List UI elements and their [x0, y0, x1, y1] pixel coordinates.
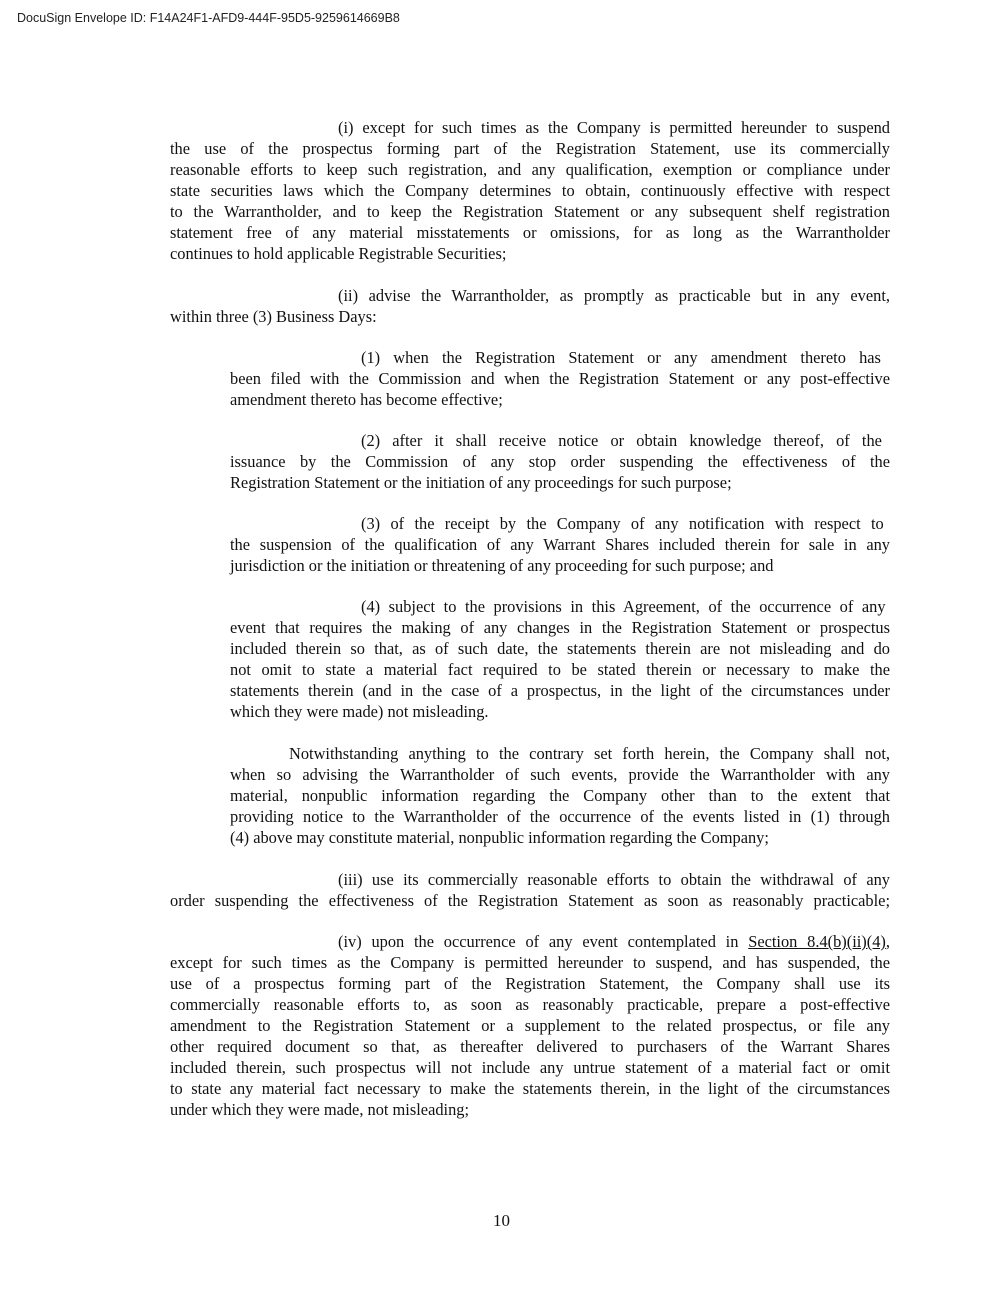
- paragraph-line: which they were made) not misleading.: [230, 702, 489, 721]
- paragraph-line: when so advising the Warrantholder of such events, provide the Warrantholder with any: [230, 765, 890, 784]
- paragraph-line: amendment thereto has become effective;: [230, 390, 503, 409]
- paragraph-line: jurisdiction or the initiation or threatening of any proceeding for such purpose; and: [230, 556, 774, 575]
- paragraph-2: [230, 430, 890, 493]
- paragraph-notwithstanding: [230, 743, 890, 848]
- paragraph-line: commercially reasonable efforts to, as soon as reasonably practicable, prepare a post-effective: [170, 995, 890, 1014]
- paragraph-3: [230, 513, 890, 576]
- paragraph-ii: [170, 285, 890, 327]
- paragraph-line: continues to hold applicable Registrable Securities;: [170, 244, 507, 263]
- paragraph-line: [338, 931, 890, 952]
- paragraph-text: (iv) upon the occurrence of any event contemplated in: [338, 932, 749, 951]
- paragraph-line: except for such times as the Company is permitted hereunder to suspend, and has suspended, the: [170, 953, 890, 972]
- section-reference-link[interactable]: Section 8.4(b)(ii)(4): [748, 932, 886, 951]
- paragraph-line: included therein, such prospectus will not include any untrue statement of a material fact or omit: [170, 1058, 890, 1077]
- paragraph-1: [230, 347, 890, 410]
- paragraph-line: (4) subject to the provisions in this Agreement, of the occurrence of any: [361, 597, 886, 616]
- paragraph-iii: [170, 869, 890, 911]
- paragraph-line: (1) when the Registration Statement or any amendment thereto has: [361, 348, 881, 367]
- paragraph-line: been filed with the Commission and when the Registration Statement or any post-effective: [230, 369, 890, 388]
- paragraph-line: Notwithstanding anything to the contrary set forth herein, the Company shall not,: [289, 744, 890, 763]
- paragraph-line: Registration Statement or the initiation of any proceedings for such purpose;: [230, 473, 732, 492]
- page-number: 10: [493, 1211, 510, 1230]
- paragraph-text: ,: [885, 932, 890, 951]
- docusign-envelope-id: DocuSign Envelope ID: F14A24F1-AFD9-444F-95D5-9259614669B8: [17, 11, 400, 25]
- paragraph-line: order suspending the effectiveness of the Registration Statement as soon as reasonably practicable;: [170, 891, 890, 910]
- paragraph-4: [230, 596, 890, 722]
- paragraph-line: reasonable efforts to keep such registration, and any qualification, exemption or compliance under: [170, 160, 890, 179]
- paragraph-line: not omit to state a material fact required to be stated therein or necessary to make the: [230, 660, 890, 679]
- paragraph-line: statements therein (and in the case of a prospectus, in the light of the circumstances under: [230, 681, 890, 700]
- paragraph-line: amendment to the Registration Statement or a supplement to the related prospectus, or file any: [170, 1016, 890, 1035]
- paragraph-line: issuance by the Commission of any stop order suspending the effectiveness of the: [230, 452, 890, 471]
- paragraph-line: statement free of any material misstatements or omissions, for as long as the Warrantholder: [170, 223, 890, 242]
- paragraph-iv: [170, 931, 890, 1120]
- paragraph-line: within three (3) Business Days:: [170, 307, 377, 326]
- paragraph-line: (ii) advise the Warrantholder, as promptly as practicable but in any event,: [338, 286, 890, 305]
- paragraph-line: (3) of the receipt by the Company of any notification with respect to: [361, 514, 884, 533]
- paragraph-line: included therein so that, as of such date, the statements therein are not misleading and do: [230, 639, 890, 658]
- paragraph-line: providing notice to the Warrantholder of the occurrence of the events listed in (1) through: [230, 807, 890, 826]
- paragraph-line: state securities laws which the Company determines to obtain, continuously effective with respect: [170, 181, 890, 200]
- paragraph-line: the use of the prospectus forming part of the Registration Statement, use its commercially: [170, 139, 890, 158]
- paragraph-i: [170, 117, 890, 264]
- paragraph-line: use of a prospectus forming part of the Registration Statement, the Company shall use its: [170, 974, 890, 993]
- paragraph-line: the suspension of the qualification of any Warrant Shares included therein for sale in any: [230, 535, 890, 554]
- paragraph-line: (iii) use its commercially reasonable efforts to obtain the withdrawal of any: [338, 870, 890, 889]
- paragraph-line: (4) above may constitute material, nonpublic information regarding the Company;: [230, 828, 769, 847]
- paragraph-line: to state any material fact necessary to make the statements therein, in the light of the circumstances: [170, 1079, 890, 1098]
- paragraph-line: other required document so that, as thereafter delivered to purchasers of the Warrant Shares: [170, 1037, 890, 1056]
- paragraph-line: (2) after it shall receive notice or obtain knowledge thereof, of the: [361, 431, 882, 450]
- paragraph-line: (i) except for such times as the Company is permitted hereunder to suspend: [338, 118, 890, 137]
- paragraph-line: under which they were made, not misleading;: [170, 1100, 470, 1119]
- paragraph-line: event that requires the making of any changes in the Registration Statement or prospectus: [230, 618, 890, 637]
- paragraph-line: material, nonpublic information regarding the Company other than to the extent that: [230, 786, 890, 805]
- paragraph-line: to the Warrantholder, and to keep the Registration Statement or any subsequent shelf registration: [170, 202, 890, 221]
